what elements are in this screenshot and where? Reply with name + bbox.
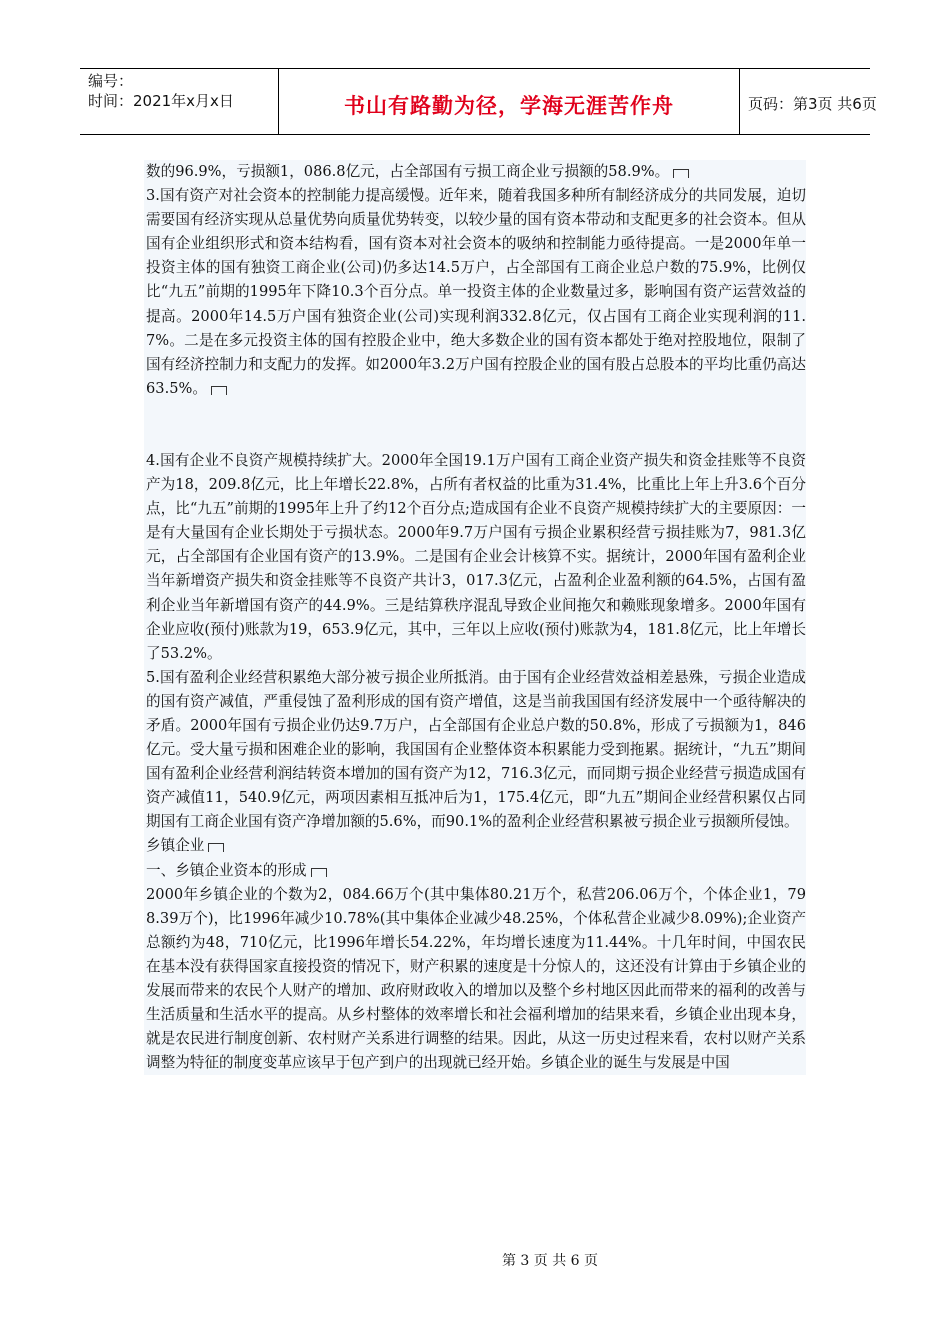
header-right-cell bbox=[740, 69, 877, 134]
section-heading-township: 乡镇企业 bbox=[144, 834, 806, 858]
header-page-info: 页码：第3页 共6页 bbox=[748, 95, 877, 113]
header-motto: 书山有路勤为径，学海无涯苦作舟 bbox=[344, 94, 674, 118]
paragraph-2: 3.国有资产对社会资本的控制能力提高缓慢。近年来，随着我国多种所有制经济成分的共同发展，迫切需要国有经济实现从总量优势向质量优势转变，以较少量的国有资本带动和支配更多的社会资本。但从国有企业组织形式和资本结构看，国有资本对社会资本的吸纳和控制能力亟待提高。一是2000年单一投资主体的国有独资工商企业(公司)仍多达14.5万户，占全部国有工商企业总户数的75.9%，比例仅比“九五”前期的1995年下降10.3个百分点。单一投资主体的企业数量过多，影响国有资产运营效益的提高。2000年14.5万户国有独资企业(公司)实现利润332.8亿元，仅占国有工商企业实现利润的11.7%。二是在多元投资主体的国有控股企业中，绝大多数企业的国有资本都处于绝对控股地位，限制了国有经济控制力和支配力的发挥。如2000年3.2万户国有控股企业的国有股占总股本的平均比重仍高达63.5%。 bbox=[146, 187, 806, 397]
date-label: 时间：2021年x月x日 bbox=[88, 92, 234, 110]
blank-gap bbox=[144, 401, 806, 449]
paragraph-4: 5.国有盈利企业经营积累绝大部分被亏损企业所抵消。由于国有企业经营效益相差悬殊，亏损企业造成的国有资产减值，严重侵蚀了盈利形成的国有资产增值，这是当前我国国有经济发展中一个亟待解决的矛盾。2000年国有亏损企业仍达9.7万户，占全部国有企业总户数的50.8%，形成了亏损额为1，846亿元。受大量亏损和困难企业的影响，我国国有企业整体资本积累能力受到拖累。据统计，“九五”期间国有盈利企业经营利润结转资本增加的国有资产为12，716.3亿元，而同期亏损企业经营亏损造成国有资产减值11，540.9亿元，两项因素相互抵冲后为1，175.4亿元，即“九五”期间企业经营积累仅占同期国有工商企业国有资产净增加额的5.6%，而90.1%的盈利企业经营积累被亏损企业亏损额所侵蚀。 bbox=[146, 668, 806, 831]
paragraph-1: 数的96.9%，亏损额1，086.8亿元，占全部国有亏损工商企业亏损额的58.9%。 bbox=[144, 160, 806, 184]
paragraph-mark-icon bbox=[311, 868, 327, 877]
page-header bbox=[80, 68, 877, 135]
subsection-heading-capital: 一、乡镇企业资本的形成 bbox=[144, 859, 806, 883]
paragraph-3: 4.国有企业不良资产规模持续扩大。2000年全国19.1万户国有工商企业资产损失和资金挂账等不良资产为18，209.8亿元，比上年增长22.8%，占所有者权益的比重为31.4%，比重比上年上升3.6个百分点，比“九五”前期的1995年上升了约12个百分点;造成国有企业不良资产规模持续扩大的主要原因：一是有大量国有企业长期处于亏损状态。2000年9.7万户国有亏损企业累积经营亏损挂账为7，981.3亿元，占全部国有企业国有资产的13.9%。二是国有企业会计核算不实。据统计，2000年国有盈利企业当年新增资产损失和资金挂账等不良资产共计3，017.3亿元，占盈利企业盈利额的64.5%，占国有盈利企业当年新增国有资产的44.9%。三是结算秩序混乱导致企业间拖欠和赖账现象增多。2000年国有企业应收(预付)账款为19，653.9亿元，其中，三年以上应收(预付)账款为4，181.8亿元，比上年增长了53.2%。 bbox=[146, 451, 806, 662]
paragraph-mark-icon bbox=[673, 169, 689, 178]
paragraph-mark-icon bbox=[211, 386, 227, 395]
document-body bbox=[144, 160, 806, 1075]
header-left-cell bbox=[80, 69, 279, 134]
header-middle-cell bbox=[279, 69, 740, 134]
paragraph-mark-icon bbox=[208, 843, 224, 852]
page-footer: 第 3 页 共 6 页 bbox=[501, 1253, 599, 1269]
paragraph-5: 2000年乡镇企业的个数为2，084.66万个(其中集体80.21万个，私营206.06万个，个体企业1，798.39万个)，比1996年减少10.78%(其中集体企业减少48.25%，个体私营企业减少8.09%);企业资产总额约为48，710亿元，比1996年增长54.22%，年均增长速度为11.44%。十几年时间，中国农民在基本没有获得国家直接投资的情况下，财产积累的速度是十分惊人的，这还没有计算由于乡镇企业的发展而带来的农民个人财产的增加、政府财政收入的增加以及整个乡村地区因此而带来的福利的改善与生活质量和生活水平的提高。从乡村整体的效率增长和社会福利增加的结果来看，乡镇企业出现本身，就是农民进行制度创新、农村财产关系进行调整的结果。因此，从这一历史过程来看，农村以财产关系调整为特征的制度变革应该早于包产到户的出现就已经开始。乡镇企业的诞生与发展是中国 bbox=[146, 885, 806, 1072]
serial-number-label: 编号： bbox=[88, 72, 134, 90]
